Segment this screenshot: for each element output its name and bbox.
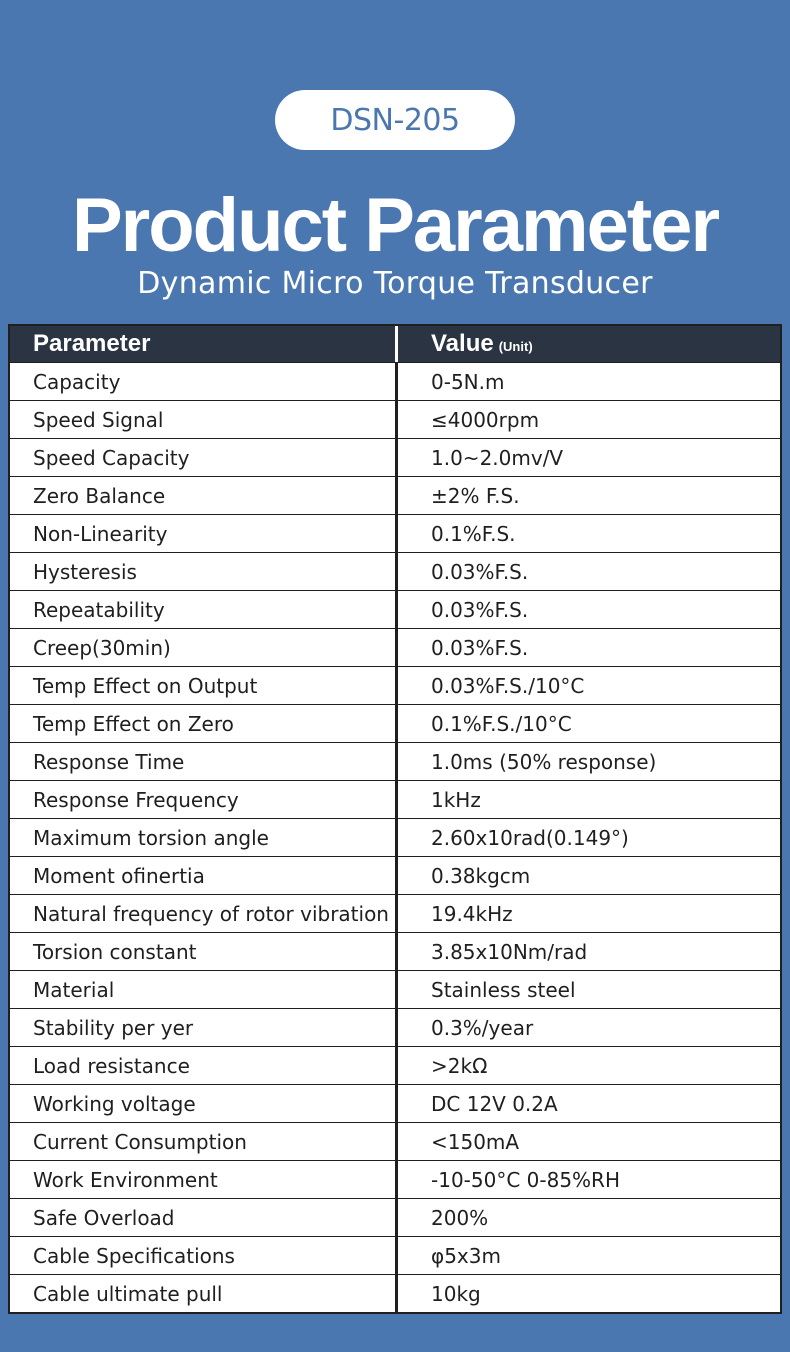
parameter-cell: Torsion constant <box>10 933 398 970</box>
table-row <box>10 590 780 628</box>
page-subtitle: Dynamic Micro Torque Transducer <box>137 266 653 301</box>
value-cell: 0.1%F.S./10°C <box>431 711 572 736</box>
parameter-cell: Speed Signal <box>10 401 398 438</box>
parameter-cell: Hysteresis <box>10 553 398 590</box>
table-row <box>10 438 780 476</box>
value-cell: 0.03%F.S. <box>431 559 529 584</box>
header-unit-label: (Unit) <box>498 339 533 354</box>
table-row <box>10 1122 780 1160</box>
value-cell: 3.85x10Nm/rad <box>431 939 588 964</box>
parameter-cell: Current Consumption <box>10 1123 398 1160</box>
parameter-cell: Temp Effect on Zero <box>10 705 398 742</box>
value-cell: 0.3%/year <box>431 1015 534 1040</box>
table-row <box>10 894 780 932</box>
table-row <box>10 628 780 666</box>
value-cell: φ5x3m <box>431 1243 501 1268</box>
value-cell: <150mA <box>431 1129 520 1154</box>
table-row <box>10 400 780 438</box>
value-cell: >2kΩ <box>431 1053 488 1078</box>
value-cell: ≤4000rpm <box>431 407 540 432</box>
table-row <box>10 1274 780 1312</box>
header-value <box>398 330 533 358</box>
parameter-cell: Stability per yer <box>10 1009 398 1046</box>
value-cell: 0.1%F.S. <box>431 521 516 546</box>
parameter-cell: Work Environment <box>10 1161 398 1198</box>
table-row <box>10 362 780 400</box>
value-cell: 0.38kgcm <box>431 863 531 888</box>
value-cell: 1.0~2.0mv/V <box>431 445 564 470</box>
model-label: DSN-205 <box>330 102 460 138</box>
table-row <box>10 818 780 856</box>
parameter-cell: Capacity <box>10 363 398 400</box>
parameter-cell: Safe Overload <box>10 1199 398 1236</box>
parameter-cell: Natural frequency of rotor vibration <box>10 895 398 932</box>
table-row <box>10 476 780 514</box>
value-cell: 0.03%F.S./10°C <box>431 673 585 698</box>
header-value-label: Value <box>431 330 494 357</box>
parameter-cell: Creep(30min) <box>10 629 398 666</box>
value-cell: 0.03%F.S. <box>431 597 529 622</box>
value-cell: Stainless steel <box>431 977 576 1002</box>
table-row <box>10 932 780 970</box>
parameter-cell: Repeatability <box>10 591 398 628</box>
page-title: Product Parameter <box>71 183 719 268</box>
parameter-cell: Cable Specifications <box>10 1237 398 1274</box>
parameter-cell: Zero Balance <box>10 477 398 514</box>
parameter-table <box>8 324 782 1314</box>
parameter-cell: Non-Linearity <box>10 515 398 552</box>
table-row <box>10 1046 780 1084</box>
parameter-cell: Temp Effect on Output <box>10 667 398 704</box>
table-row <box>10 856 780 894</box>
table-row <box>10 970 780 1008</box>
table-body <box>10 362 780 1312</box>
parameter-cell: Load resistance <box>10 1047 398 1084</box>
parameter-cell: Working voltage <box>10 1085 398 1122</box>
table-row <box>10 552 780 590</box>
parameter-cell: Speed Capacity <box>10 439 398 476</box>
value-cell: 19.4kHz <box>431 901 513 926</box>
value-cell: ±2% F.S. <box>431 483 520 508</box>
parameter-cell: Maximum torsion angle <box>10 819 398 856</box>
parameter-cell: Response Time <box>10 743 398 780</box>
table-row <box>10 704 780 742</box>
value-cell: 10kg <box>431 1281 481 1306</box>
value-cell: DC 12V 0.2A <box>431 1091 558 1116</box>
value-cell: 0.03%F.S. <box>431 635 529 660</box>
table-row <box>10 1236 780 1274</box>
table-row <box>10 1198 780 1236</box>
parameter-cell: Cable ultimate pull <box>10 1275 398 1312</box>
table-row <box>10 1084 780 1122</box>
table-header <box>10 326 780 362</box>
value-cell: 0-5N.m <box>431 369 505 394</box>
value-cell: 2.60x10rad(0.149°) <box>431 825 629 850</box>
value-cell: -10-50°C 0-85%RH <box>431 1167 620 1192</box>
value-cell: 1kHz <box>431 787 481 812</box>
parameter-cell: Moment ofinertia <box>10 857 398 894</box>
model-badge <box>275 90 515 150</box>
table-row <box>10 666 780 704</box>
table-row <box>10 780 780 818</box>
header-parameter: Parameter <box>10 326 398 362</box>
parameter-cell: Material <box>10 971 398 1008</box>
table-row <box>10 1008 780 1046</box>
parameter-cell: Response Frequency <box>10 781 398 818</box>
table-row <box>10 514 780 552</box>
table-row <box>10 742 780 780</box>
value-cell: 200% <box>431 1205 489 1230</box>
table-row <box>10 1160 780 1198</box>
value-cell: 1.0ms (50% response) <box>431 749 657 774</box>
